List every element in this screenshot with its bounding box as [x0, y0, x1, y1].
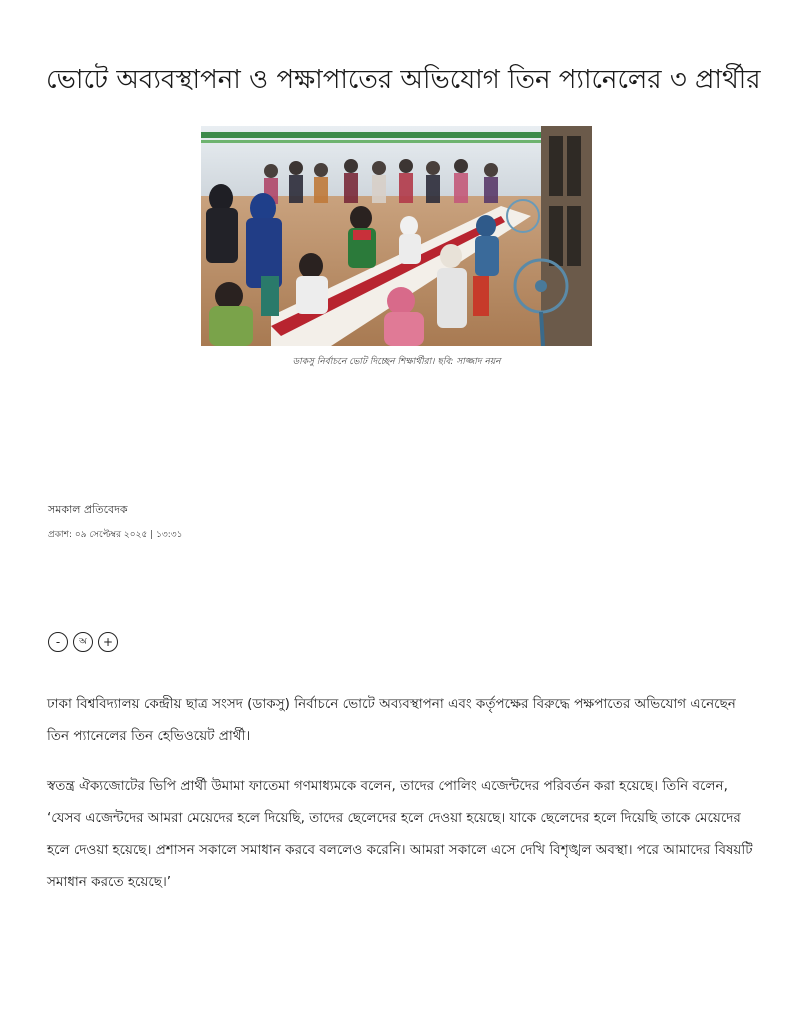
article-paragraph: স্বতন্ত্র ঐক্যজোটের ভিপি প্রার্থী উমামা ফাতেমা গণমাধ্যমকে বলেন, তাদের পোলিং এজেন্টদের পরিবর্তন করা হয়েছে। তিনি বলেন, ‘যেসব এজেন্টদের আমরা মেয়েদের হলে দিয়েছি, তাদের ছেলেদের হলে দেওয়া হয়েছে। যাকে ছেলেদের হলে দিয়েছি তাকে মেয়েদের হলে দেওয়া হয়েছে। প্রশাসন সকালে সমাধান করবে বললেও করেনি। আমরা সকালে এসে দেখি বিশৃঙ্খল অবস্থা। পরে আমাদের বিষয়টি সমাধান করতে হয়েছে।’ — [47, 778, 753, 890]
article-photo — [201, 126, 592, 346]
increase-font-button[interactable]: + — [98, 632, 118, 652]
voting-scene-illustration — [201, 126, 592, 346]
photo-caption: ডাকসু নির্বাচনে ভোট দিচ্ছেন শিক্ষার্থীরা। ছবি: সাজ্জাদ নয়ন — [292, 357, 501, 367]
article-headline: ভোটে অব্যবস্থাপনা ও পক্ষাপাতের অভিযোগ তিন প্যানেলের ৩ প্রার্থীর — [46, 65, 761, 95]
reset-font-button[interactable]: অ — [73, 632, 93, 652]
font-size-controls — [48, 632, 118, 652]
decrease-font-button[interactable]: - — [48, 632, 68, 652]
article-paragraph: ঢাকা বিশ্ববিদ্যালয় কেন্দ্রীয় ছাত্র সংসদ (ডাকসু) নির্বাচনে ভোটে অব্যবস্থাপনা এবং কর্তৃপক্ষের বিরুদ্ধে পক্ষপাতের অভিযোগ এনেছেন তিন প্যানেলের তিন হেভিওয়েট প্রার্থী। — [47, 696, 736, 744]
author-byline: সমকাল প্রতিবেদক — [48, 503, 128, 516]
article-body — [47, 688, 757, 916]
published-date: প্রকাশ: ০৯ সেপ্টেম্বর ২০২৫ | ১৩:৩১ — [48, 530, 183, 540]
